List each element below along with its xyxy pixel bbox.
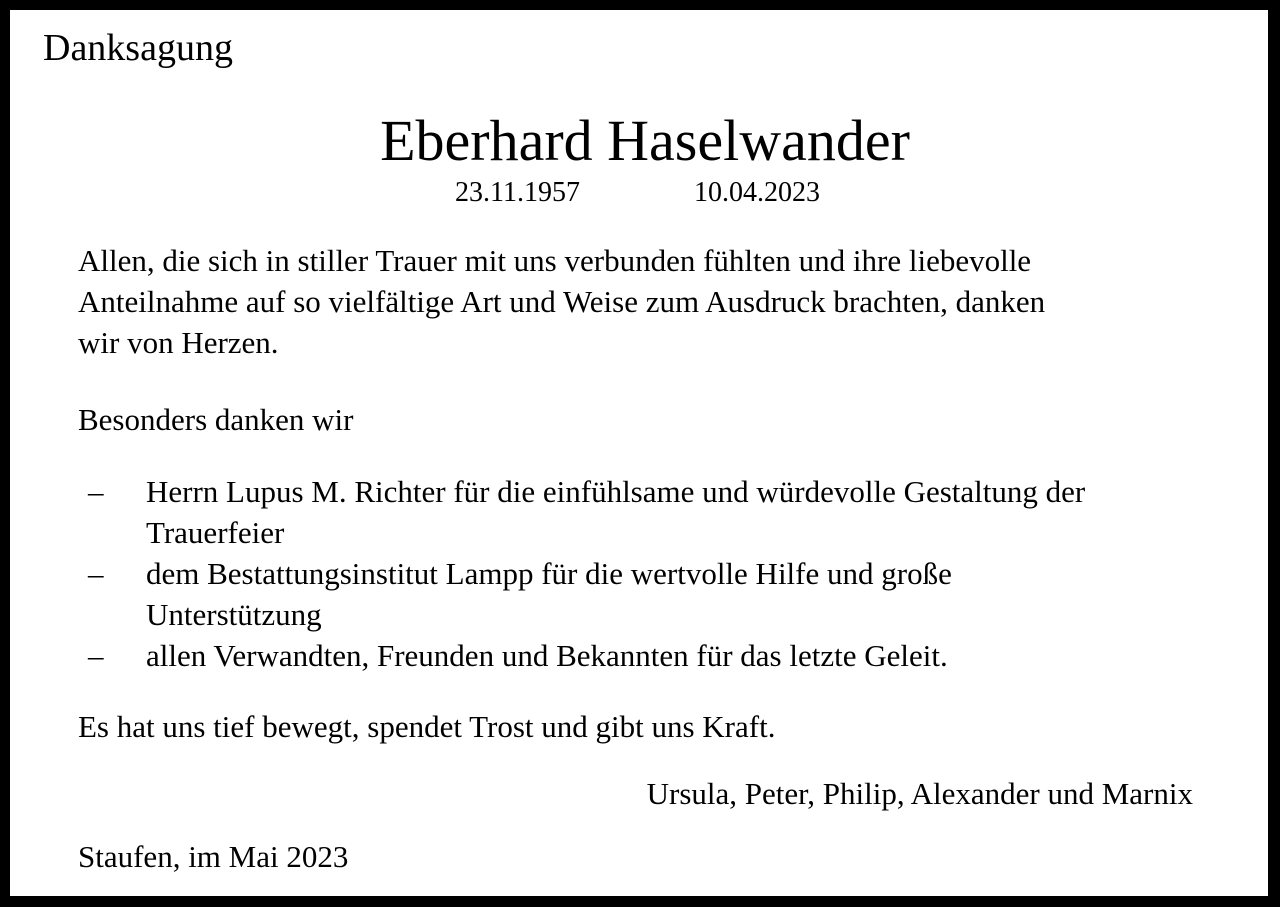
signers: Ursula, Peter, Philip, Alexander und Marnix <box>646 776 1193 811</box>
dash-bullet: – <box>88 474 104 509</box>
list-item-line: Unterstützung <box>146 597 322 632</box>
dash-bullet: – <box>88 638 104 673</box>
intro-paragraph <box>78 240 1218 363</box>
obituary-card <box>10 10 1268 896</box>
intro-line: wir von Herzen. <box>78 325 279 360</box>
list-item-line: allen Verwandten, Freunden und Bekannten für das letzte Geleit. <box>146 638 948 673</box>
date-of-death: 10.04.2023 <box>694 177 820 208</box>
list-item-line: Herrn Lupus M. Richter für die einfühlsame und würdevolle Gestaltung der <box>146 474 1086 509</box>
place-and-date: Staufen, im Mai 2023 <box>78 839 349 874</box>
special-thanks-label: Besonders danken wir <box>78 402 354 437</box>
intro-line: Allen, die sich in stiller Trauer mit uns verbunden fühlten und ihre liebevolle <box>78 243 1032 278</box>
list-item-line: Trauerfeier <box>146 515 285 550</box>
date-of-birth: 23.11.1957 <box>455 177 580 208</box>
closing-sentence: Es hat uns tief bewegt, spendet Trost und gibt uns Kraft. <box>78 709 776 744</box>
thanks-list <box>78 471 1258 676</box>
deceased-name: Eberhard Haselwander <box>380 108 910 173</box>
list-item-line: dem Bestattungsinstitut Lampp für die wertvolle Hilfe und große <box>146 556 952 591</box>
list-item <box>78 635 1258 676</box>
dash-bullet: – <box>88 556 104 591</box>
intro-line: Anteilnahme auf so vielfältige Art und Weise zum Ausdruck brachten, danken <box>78 284 1046 319</box>
list-item <box>78 471 1258 553</box>
list-item <box>78 553 1258 635</box>
notice-heading: Danksagung <box>43 27 233 69</box>
